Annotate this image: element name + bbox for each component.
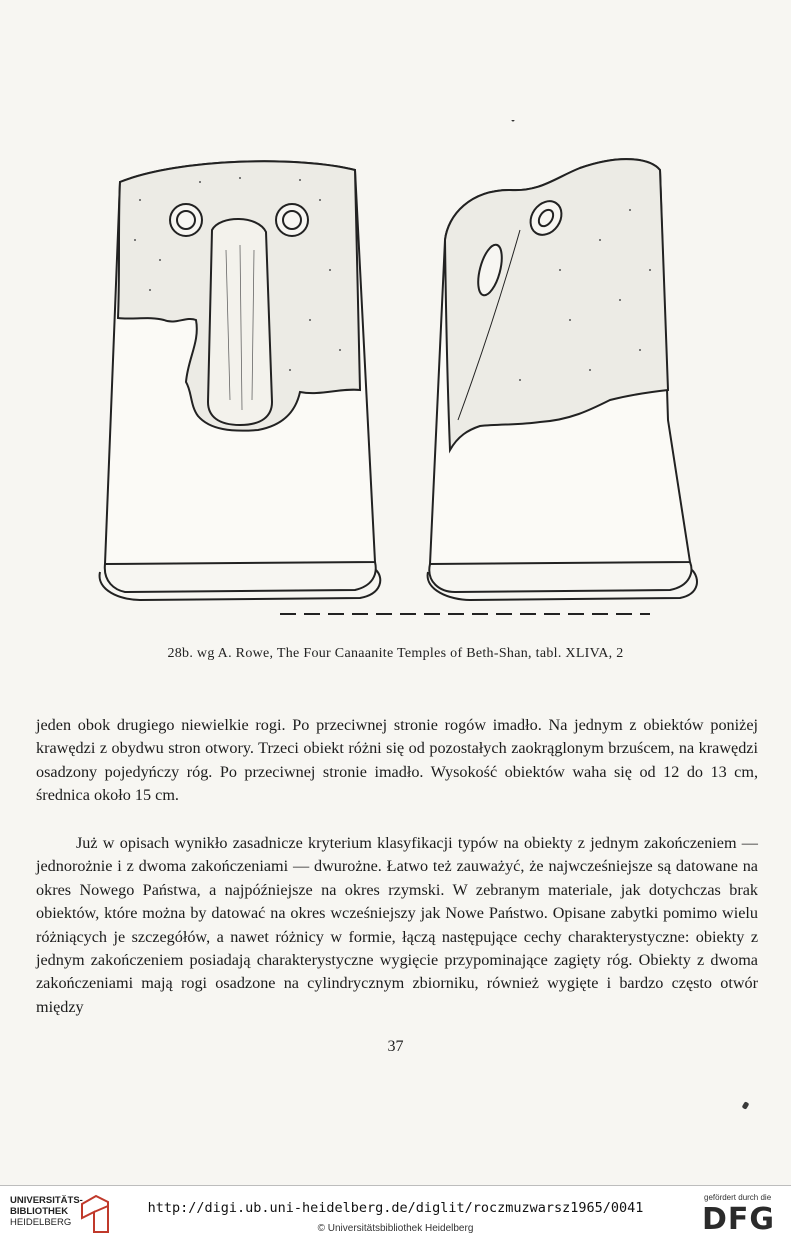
permalink-url[interactable]: http://digi.ub.uni-heidelberg.de/diglit/roczmuzwarsz1965/0041: [147, 1200, 644, 1216]
dfg-logo: DFG: [702, 1202, 776, 1237]
digitization-footer: [0, 1185, 791, 1245]
front-view-vessel: [100, 161, 381, 600]
funding-note: gefördert durch die: [704, 1193, 772, 1202]
side-view-vessel: [428, 159, 697, 600]
library-name: UNIVERSITÄTS- BIBLIOTHEK HEIDELBERG: [10, 1195, 83, 1228]
scan-speck: [742, 1101, 750, 1110]
body-paragraph-1: jeden obok drugiego niewielkie rogi. Po przeciwnej stronie rogów imadło. Na jednym z obiektów poniżej krawędzi z obydwu stron otwory. Trzeci obiekt różni się od pozostałych zaokrąglonym brzuścem, na krawędzi osadzony pojedyńczy róg. Po przeciwnej stronie imadło. Wysokość obiektów waha się od 12 do 13 cm, średnica około 15 cm.: [36, 716, 758, 805]
body-paragraph-2: Już w opisach wynikło zasadnicze kryterium klasyfikacji typów na obiekty z jednym zakończeniem — jednorożnie i z dwoma zakończeniami — dwurożne. Łatwo też zauważyć, że najwcześniejsze są datowane na okres Nowego Państwa, a najpóźniejsze na okres rzymski. W zebranym materiale, jak dotychczas brak obiektów, które można by datować na okres wcześniejszy jak Nowe Państwo. Opisane zabytki pomimo wielu różniących je szczegółów, a nawet różnicy w formie, łączą następujące cechy charakterystyczne: obiekty z jednym zakończeniem posiadają charakterystyczne wygięcie przypominające zagięty róg. Obiekty z dwoma zakończeniami mają rogi osadzone na cylindrycznym zbiorniku, również wygięte i bardzo często otwór między: [36, 834, 758, 1016]
figure-illustration: [0, 120, 791, 640]
page-number: 37: [387, 1038, 404, 1055]
copyright-notice: © Universitätsbibliothek Heidelberg: [317, 1223, 474, 1234]
figure-caption: 28b. wg A. Rowe, The Four Canaanite Temples of Beth-Shan, tabl. XLIVA, 2: [167, 646, 624, 661]
